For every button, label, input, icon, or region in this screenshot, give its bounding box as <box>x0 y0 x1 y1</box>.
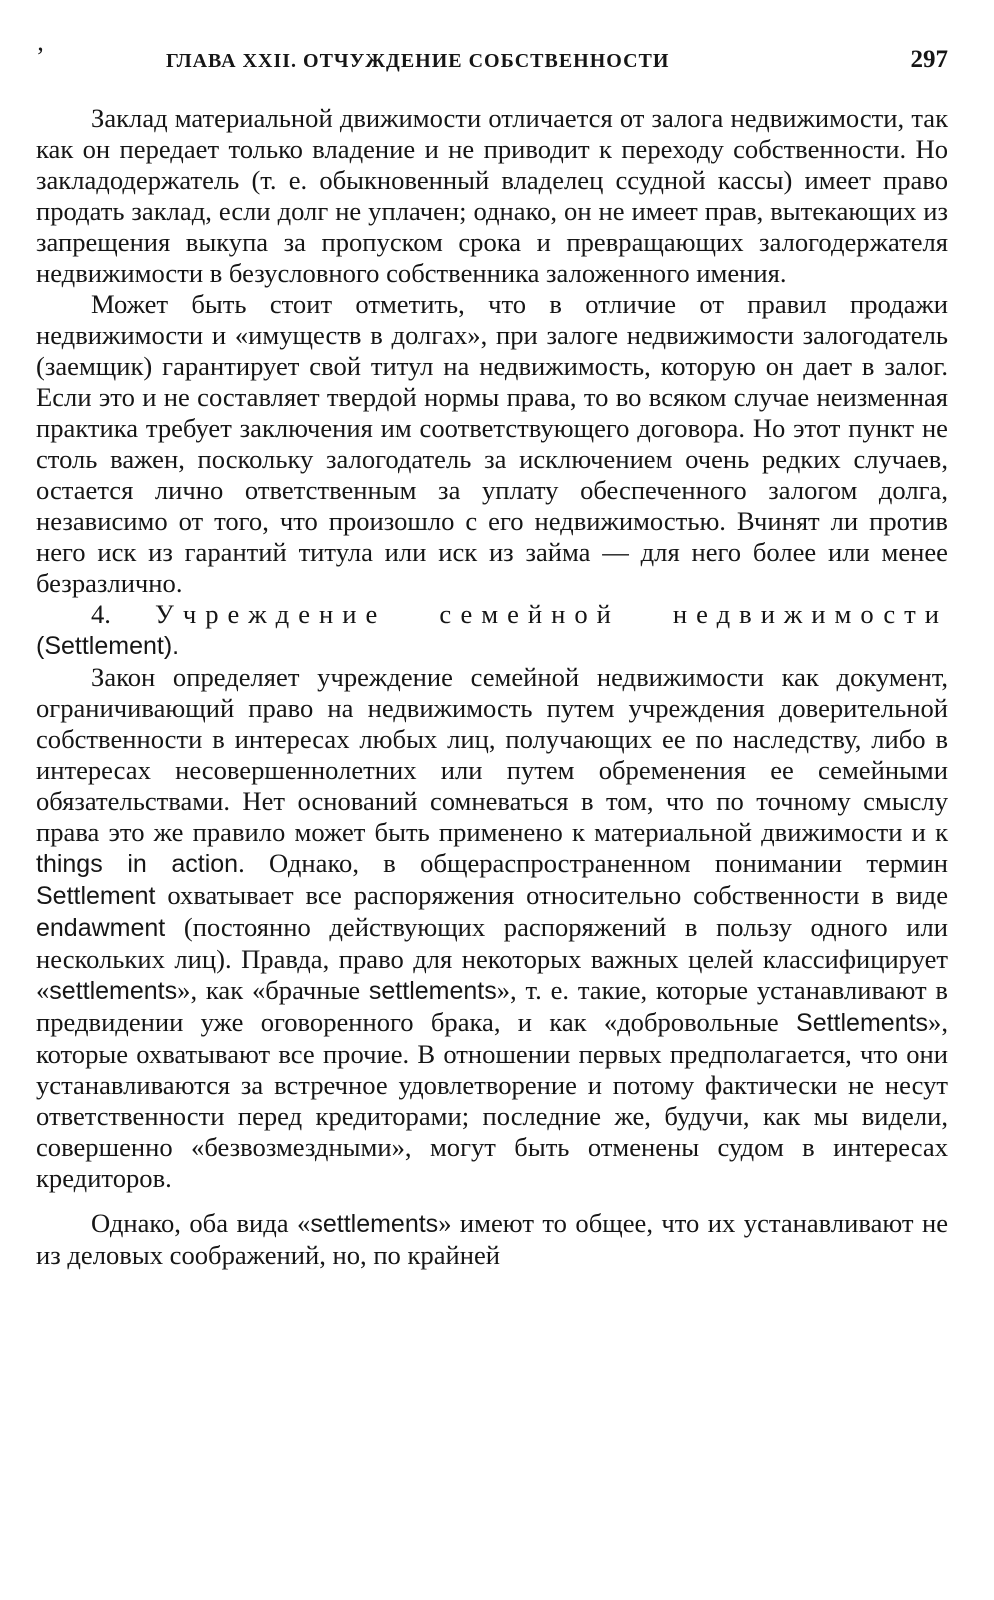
paragraph-settlements-common <box>36 1208 948 1271</box>
latin-term: things in action <box>36 850 239 878</box>
latin-term: settlements <box>368 977 497 1005</box>
text-run: », т. е. такие, которые устанавливают в предвидении уже оговоренного брака, и как «добровольные <box>36 975 948 1037</box>
text-run: Закон определяет учреждение семейной недвижимости как документ, ограничивающий право на недвижимость путем учреждения доверительной собственности в интересах любых лиц, получающих ее по наследству, либо в интересах несовершеннолетних или путем обременения ее семейными обязательствами. Нет оснований сомневаться в том, что по точному смыслу права это же правило может быть применено к материальной движимости и к <box>36 662 948 847</box>
text-run: », как «брачные <box>177 975 369 1005</box>
paragraph-pledge-movables: Заклад материальной движимости отличается от залога недвижимости, так как он передает только владение и не приводит к переходу собственности. Но закладодержатель (т. е. обыкновенный владелец ссудной кассы) имеет право продать заклад, если долг не уплачен; однако, он не имеет прав, вытекающих из запрещения выкупа за пропуском срока и превращающих залогодержателя недвижимости в безусловного собственника заложенного имения. <box>36 103 948 288</box>
page-body <box>36 103 948 1271</box>
section-title: Учреждение семейной недвижимости <box>155 599 948 629</box>
latin-term: settlements <box>49 977 178 1005</box>
latin-term: Settlements <box>796 1009 929 1037</box>
paragraph-mortgagor-title: Может быть стоит отметить, что в отличие от правил продажи недвижимости и «имуществ в долгах», при залоге недвижимости залогодатель (заемщик) гарантирует свой титул на недвижимость, которую он дает в залог. Если это и не составляет твердой нормы права, то во всяком случае неизменная практика требует заключения им соответствующего договора. Но этот пункт не столь важен, поскольку залогодатель за исключением очень редких случаев, остается лично ответственным за уплату обеспеченного залогом долга, независимо от того, что произошло с его недвижимостью. Вчинят ли против него иск из гарантий титула или иск из займа — для него более или менее безразлично. <box>36 289 948 598</box>
section-number: 4. <box>91 599 111 629</box>
text-run: Однако, оба вида « <box>91 1208 311 1238</box>
latin-term: endawment <box>36 914 166 942</box>
section-heading <box>36 599 948 662</box>
text-run: охватывает все распоряжения относительно собственности в виде <box>155 880 948 910</box>
text-run: », которые охватывают все прочие. В отношении первых предполагается, что они устанавливаются за встречное удовлетворение и потому фактически не несут ответственности перед кредиторами; последние же, будучи, как мы видели, совершенно «безвозмездными», могут быть отменены судом в интересах кредиторов. <box>36 1007 948 1193</box>
page-number: 297 <box>910 46 948 73</box>
text-run: » имеют то общее, что их устанавливают не из деловых соображений, но, по крайней <box>36 1208 949 1270</box>
paragraph-settlement-definition <box>36 662 948 1194</box>
text-run: (постоянно действующих распоряжений в пользу одного или нескольких лиц). Правда, право для некоторых важных целей классифицирует « <box>36 912 948 1005</box>
latin-term: settlements <box>310 1210 439 1238</box>
section-subtitle: (Settlement). <box>36 632 180 660</box>
page-header <box>36 42 948 76</box>
print-mark: ’ <box>36 42 45 71</box>
latin-term: Settlement <box>36 882 156 910</box>
running-head: ГЛАВА XXII. ОТЧУЖДЕНИЕ СОБСТВЕННОСТИ <box>166 50 670 72</box>
text-run: . Однако, в общераспространенном понимании термин <box>238 848 948 878</box>
